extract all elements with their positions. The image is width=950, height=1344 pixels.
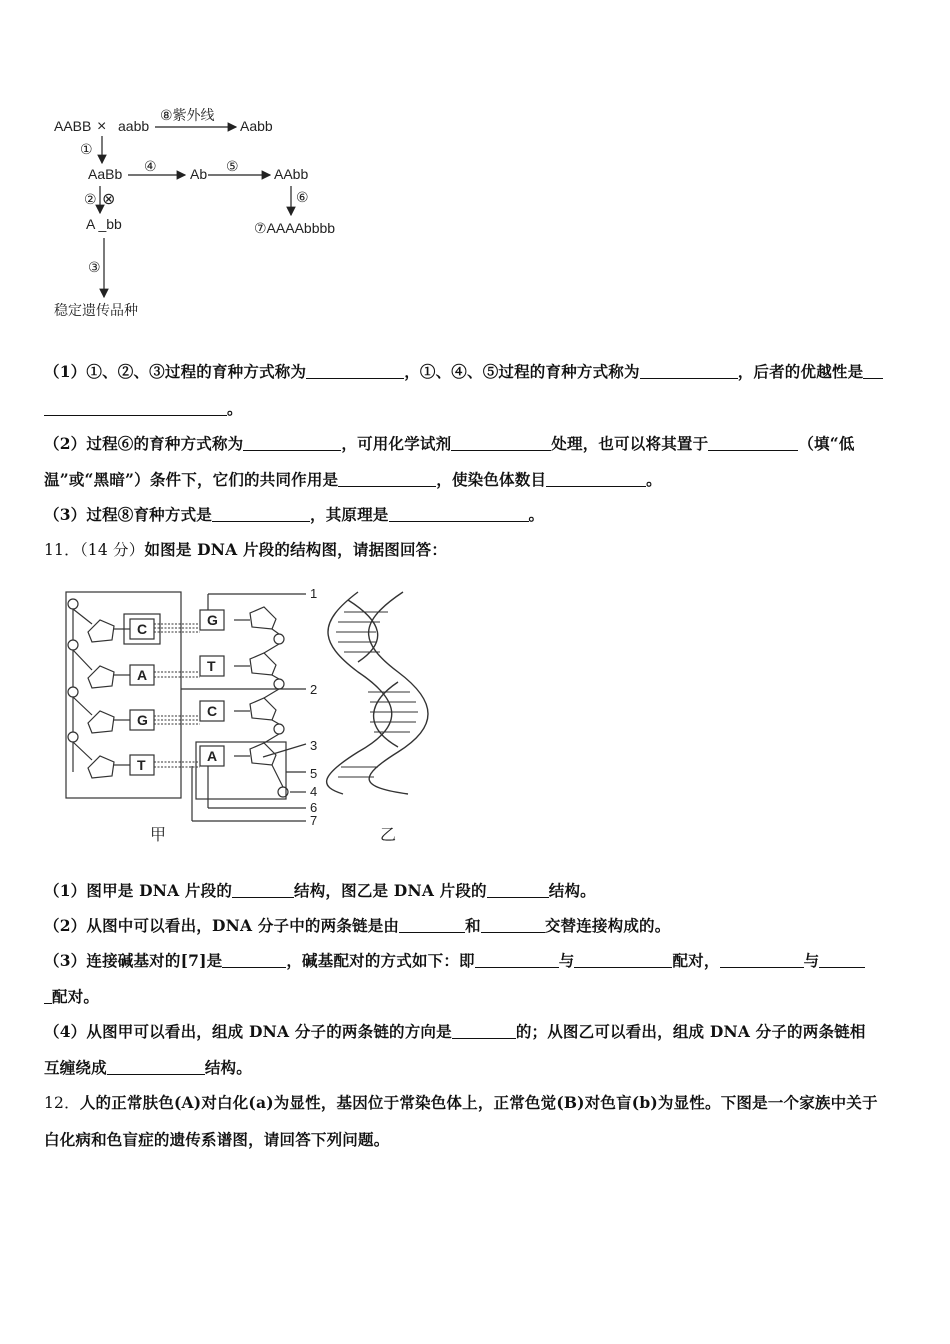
blank[interactable] bbox=[546, 471, 646, 487]
caption-jia: 甲 bbox=[150, 827, 167, 844]
q11-line-5: （4）从图甲可以看出，组成 DNA 分子的两条链的方向是 的；从图乙可以看出，组成 DNA 分子的两条链相 bbox=[44, 1022, 866, 1041]
step-6: ⑥ bbox=[296, 189, 309, 205]
label-4: 4 bbox=[310, 784, 318, 799]
step-3: ③ bbox=[88, 259, 101, 275]
f2-genotype: A _bb bbox=[86, 216, 122, 232]
f1-genotype: AaBb bbox=[88, 166, 123, 182]
q11-line-6: 互缠绕成 结构。 bbox=[44, 1058, 252, 1077]
label-6: 6 bbox=[310, 800, 318, 815]
q10-line-5: （3）过程⑧育种方式是 ，其原理是 。 bbox=[44, 505, 545, 524]
blank[interactable] bbox=[487, 882, 549, 898]
blank[interactable] bbox=[452, 1023, 516, 1039]
step-5: ⑤ bbox=[226, 158, 239, 174]
step-7-product: ⑦AAAAbbbb bbox=[254, 220, 336, 236]
blank[interactable] bbox=[338, 471, 436, 487]
label-5: 5 bbox=[310, 766, 318, 781]
step-2: ② bbox=[84, 191, 97, 207]
q12-line-1: 12．人的正常肤色(A)对白化(a)为显性，基因位于常染色体上，正常色觉(B)对色盲(b)为显性。下图是一个家族中关于 bbox=[44, 1093, 878, 1112]
q10-line-1: （1）①、②、③过程的育种方式称为 ，①、④、⑤过程的育种方式称为 ，后者的优越性是 bbox=[44, 360, 883, 382]
blank[interactable] bbox=[708, 435, 798, 451]
q11-line-1: （1）图甲是 DNA 片段的 结构，图乙是 DNA 片段的 结构。 bbox=[44, 881, 596, 900]
step-4: ④ bbox=[144, 158, 157, 174]
blank[interactable] bbox=[451, 435, 551, 451]
blank[interactable] bbox=[475, 952, 559, 968]
right-strand bbox=[234, 607, 288, 797]
left-strand bbox=[68, 599, 130, 778]
uv-product: Aabb bbox=[240, 118, 273, 134]
double-helix bbox=[327, 592, 428, 794]
q11-line-4: 配对。 bbox=[44, 985, 99, 1007]
step-1: ① bbox=[80, 141, 93, 157]
blank[interactable] bbox=[574, 952, 672, 968]
dna-figure bbox=[58, 582, 438, 846]
label-1: 1 bbox=[310, 586, 318, 601]
blank[interactable] bbox=[232, 882, 294, 898]
label-3: 3 bbox=[310, 738, 318, 753]
haploid-genotype: Ab bbox=[190, 166, 208, 182]
base-right-4: A bbox=[207, 748, 218, 764]
blank[interactable] bbox=[863, 363, 883, 379]
base-left-2: A bbox=[137, 667, 148, 683]
base-left-1: C bbox=[137, 621, 148, 637]
blank[interactable] bbox=[107, 1059, 205, 1075]
blank[interactable] bbox=[44, 988, 52, 1004]
label-2: 2 bbox=[310, 682, 318, 697]
cross-symbol: × bbox=[97, 118, 107, 135]
q11-line-3: （3）连接碱基对的[7]是 ，碱基配对的方式如下：即 与 配对， 与 bbox=[44, 949, 865, 971]
blank[interactable] bbox=[640, 363, 738, 379]
blank[interactable] bbox=[222, 952, 286, 968]
blank[interactable] bbox=[720, 952, 804, 968]
doubled-genotype: AAbb bbox=[274, 166, 309, 182]
blank[interactable] bbox=[399, 917, 465, 933]
blank[interactable] bbox=[481, 917, 545, 933]
blank[interactable] bbox=[389, 506, 529, 522]
parent2: aabb bbox=[118, 118, 150, 134]
base-right-2: T bbox=[207, 658, 216, 674]
uv-label: ⑧紫外线 bbox=[160, 107, 215, 123]
caption-yi: 乙 bbox=[380, 827, 397, 844]
q11-line-2: （2）从图中可以看出，DNA 分子中的两条链是由 和 交替连接构成的。 bbox=[44, 916, 671, 935]
parent1: AABB bbox=[54, 118, 92, 134]
blank[interactable] bbox=[819, 952, 865, 968]
result-label: 稳定遗传品种 bbox=[54, 302, 138, 318]
q10-line-4: 温”或“黑暗”）条件下，它们的共同作用是 ，使染色体数目 。 bbox=[44, 470, 662, 489]
base-left-4: T bbox=[137, 757, 146, 773]
q10-line-3: （2）过程⑥的育种方式称为 ，可用化学试剂 处理，也可以将其置于 （填“低 bbox=[44, 434, 855, 453]
q12-line-2: 白化病和色盲症的遗传系谱图，请回答下列问题。 bbox=[44, 1130, 390, 1149]
label-7: 7 bbox=[310, 813, 318, 828]
selfing-symbol: ⊗ bbox=[102, 191, 116, 208]
base-right-1: G bbox=[207, 612, 218, 628]
breeding-diagram bbox=[40, 100, 360, 330]
blank[interactable] bbox=[44, 400, 227, 416]
blank[interactable] bbox=[306, 363, 404, 379]
q11-heading: 11．（14 分）如图是 DNA 片段的结构图，请据图回答： bbox=[44, 540, 448, 559]
blank[interactable] bbox=[243, 435, 341, 451]
base-right-3: C bbox=[207, 703, 218, 719]
q10-line-2: 。 bbox=[44, 397, 243, 419]
base-left-3: G bbox=[137, 712, 148, 728]
blank[interactable] bbox=[212, 506, 310, 522]
